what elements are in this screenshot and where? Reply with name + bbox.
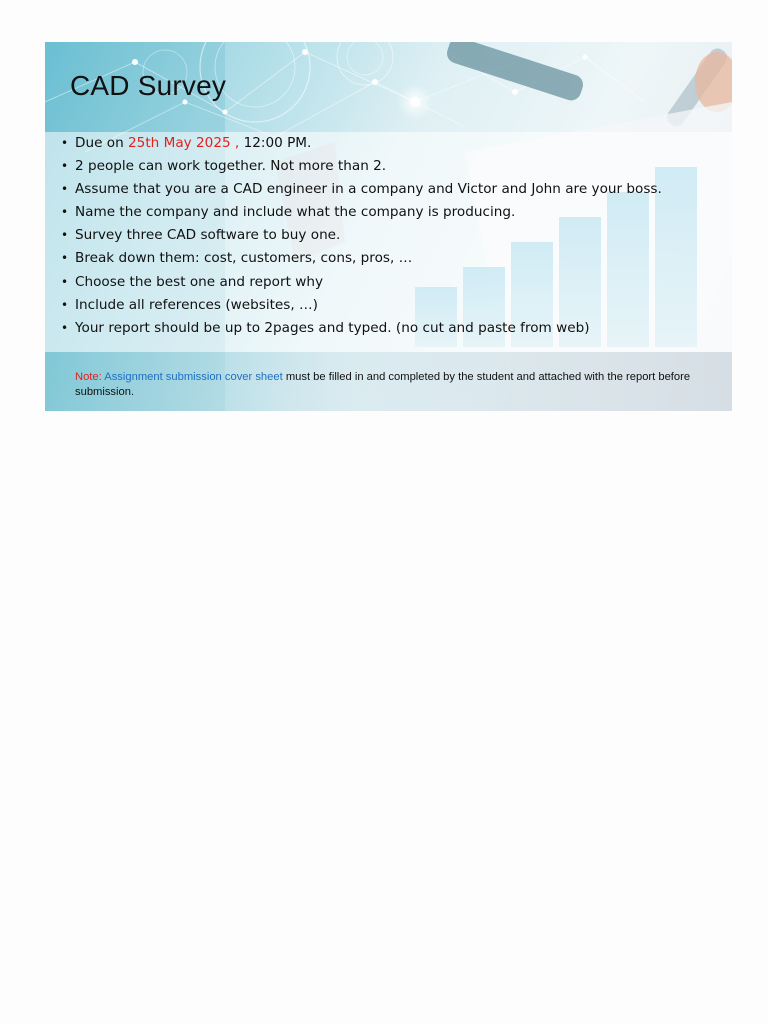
bullet-item — [59, 201, 662, 224]
bullet-list — [59, 132, 662, 340]
note-label: Note: — [75, 371, 102, 383]
slide — [45, 42, 732, 411]
bullet-marker: • — [61, 320, 69, 335]
bullet-text: 12:00 PM. — [239, 135, 312, 151]
bullet-text: Assume that you are a CAD engineer in a company and Victor and John are your boss. — [75, 181, 662, 198]
bullet-text: Due on — [75, 135, 129, 151]
bullet-item — [59, 294, 662, 317]
bullet-item — [59, 317, 662, 340]
slide-title: CAD Survey — [70, 70, 227, 101]
bullet-item — [59, 132, 662, 155]
due-date: 25th May 2025 , — [128, 135, 240, 151]
note-text: must be filled in and completed by the student and attached with the report before submission. — [75, 371, 691, 398]
bullet-text: 2 people can work together. Not more than 2. — [75, 158, 387, 175]
bullet-marker: • — [61, 182, 69, 197]
cover-sheet-link[interactable]: Assignment submission cover sheet — [104, 371, 283, 383]
bullet-item — [59, 224, 662, 247]
bullet-item — [59, 178, 662, 201]
bullet-item — [59, 155, 662, 178]
bullet-marker: • — [61, 159, 69, 174]
bullet-text: Choose the best one and report why — [75, 273, 323, 290]
submission-note — [75, 370, 705, 400]
bullet-text: Survey three CAD software to buy one. — [75, 227, 341, 244]
bullet-item — [59, 247, 662, 270]
bullet-text: Your report should be up to 2pages and typed. (no cut and paste from web) — [75, 319, 590, 336]
bullet-marker: • — [61, 297, 69, 312]
bullet-marker: • — [61, 274, 69, 289]
bullet-item — [59, 271, 662, 294]
bullet-text: Name the company and include what the company is producing. — [75, 204, 516, 221]
bullet-text: Include all references (websites, …) — [75, 296, 318, 313]
bullet-marker: • — [61, 228, 69, 243]
bullet-text: Break down them: cost, customers, cons, pros, … — [75, 250, 413, 267]
bullet-marker: • — [61, 136, 69, 150]
bullet-marker: • — [61, 251, 69, 266]
bullet-marker: • — [61, 205, 69, 220]
